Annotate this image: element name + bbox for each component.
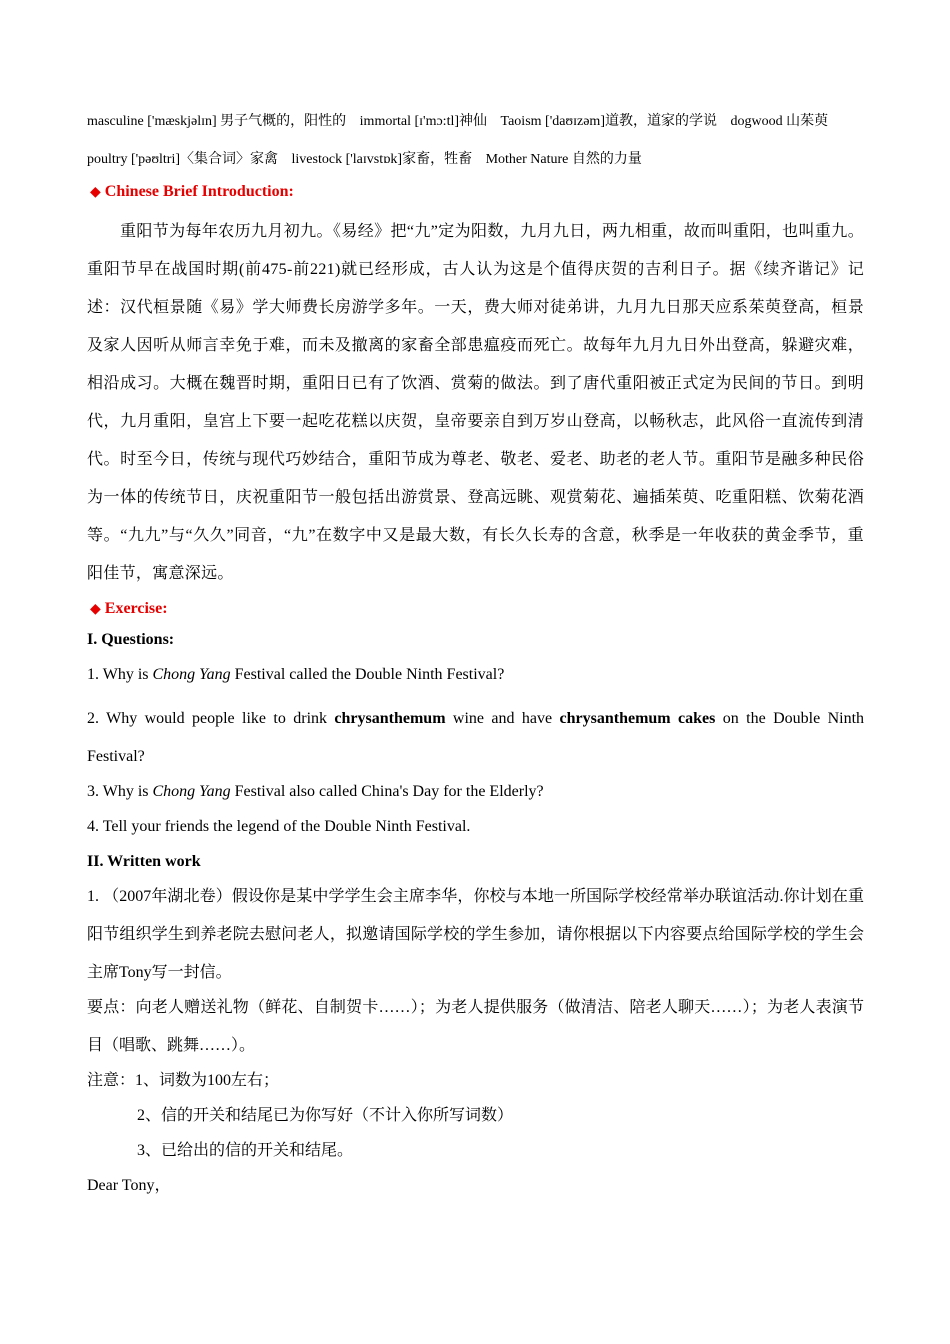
- questions-heading: I. Questions:: [87, 631, 175, 648]
- note-2: 2、信的开关和结尾已为你写好（不计入你所写词数）: [137, 1107, 514, 1124]
- question-1: 1. Why is Chong Yang Festival called the Double Ninth Festival?: [87, 666, 505, 683]
- vocab-dogwood: dogwood 山茱萸: [730, 114, 829, 129]
- vocab-line-2: [87, 150, 864, 170]
- vocab-poultry: poultry ['pəʊltri]〈集合词〉家禽: [87, 152, 279, 167]
- diamond-bullet-icon: ◆: [90, 602, 101, 617]
- diamond-bullet-icon: ◆: [90, 185, 101, 200]
- note-1: 注意：1、词数为100左右；: [87, 1072, 280, 1089]
- exercise-heading: [87, 599, 864, 620]
- written-task-1: 1. （2007年湖北卷）假设你是某中学学生会主席李华，你校与本地一所国际学校经常举办联谊活动.你计划在重阳节组织学生到养老院去慰问老人，拟邀请国际学校的学生参加，请你根据以下内容要点给国际学校的学生会主席Tony写一封信。: [87, 888, 864, 981]
- document-page: [87, 112, 864, 1211]
- question-3: 3. Why is Chong Yang Festival also called China's Day for the Elderly?: [87, 783, 544, 800]
- vocab-line-1: [87, 112, 864, 132]
- vocab-taoism: Taoism ['daʊɪzəm]道教，道家的学说: [500, 114, 717, 129]
- vocab-immortal: immortal [ɪ'mɔ:tl]神仙: [359, 114, 488, 129]
- question-4: 4. Tell your friends the legend of the Double Ninth Festival.: [87, 818, 471, 835]
- note-3: 3、已给出的信的开关和结尾。: [137, 1142, 354, 1159]
- vocab-masculine: masculine ['mæskjəlɪn] 男子气概的，阳性的: [87, 114, 347, 129]
- intro-paragraph: 重阳节为每年农历九月初九。《易经》把“九”定为阳数，九月九日，两九相重，故而叫重阳，也叫重九。重阳节早在战国时期(前475-前221)就已经形成，古人认为这是个值得庆贺的吉利日子。据《续齐谐记》记述：汉代桓景随《易》学大师费长房游学多年。一天，费大师对徒弟讲，九月九日那天应系茱萸登高，桓景及家人因听从师言幸免于难，而未及撤离的家畜全部患瘟疫而死亡。故每年九月九日外出登高，躲避灾难，相沿成习。大概在魏晋时期，重阳日已有了饮酒、赏菊的做法。到了唐代重阳被正式定为民间的节日。到明代，九月重阳，皇宫上下要一起吃花糕以庆贺，皇帝要亲自到万岁山登高，以畅秋志，此风俗一直流传到清代。时至今日，传统与现代巧妙结合，重阳节成为尊老、敬老、爱老、助老的老人节。重阳节是融多种民俗为一体的传统节日，庆祝重阳节一般包括出游赏景、登高远眺、观赏菊花、遍插茱萸、吃重阳糕、饮菊花酒等。“九九”与“久久”同音，“九”在数字中又是最大数，有长久长寿的含意，秋季是一年收获的黄金季节，重阳佳节，寓意深远。: [87, 223, 864, 582]
- vocab-mother-nature: Mother Nature 自然的力量: [485, 152, 642, 167]
- written-work-heading: II. Written work: [87, 853, 201, 870]
- exercise-heading-text: Exercise:: [104, 600, 168, 617]
- task-points: 要点：向老人赠送礼物（鲜花、自制贺卡……）；为老人提供服务（做清洁、陪老人聊天……）；为老人表演节目（唱歌、跳舞……）。: [87, 999, 864, 1054]
- vocab-livestock: livestock ['laɪvstɒk]家畜，牲畜: [291, 152, 473, 167]
- question-2: 2. Why would people like to drink chrysanthemum wine and have chrysanthemum cakes on the Double Ninth Festival?: [87, 710, 865, 765]
- intro-heading: [87, 182, 864, 203]
- intro-heading-text: Chinese Brief Introduction:: [104, 183, 294, 200]
- letter-salutation: Dear Tony，: [87, 1177, 171, 1194]
